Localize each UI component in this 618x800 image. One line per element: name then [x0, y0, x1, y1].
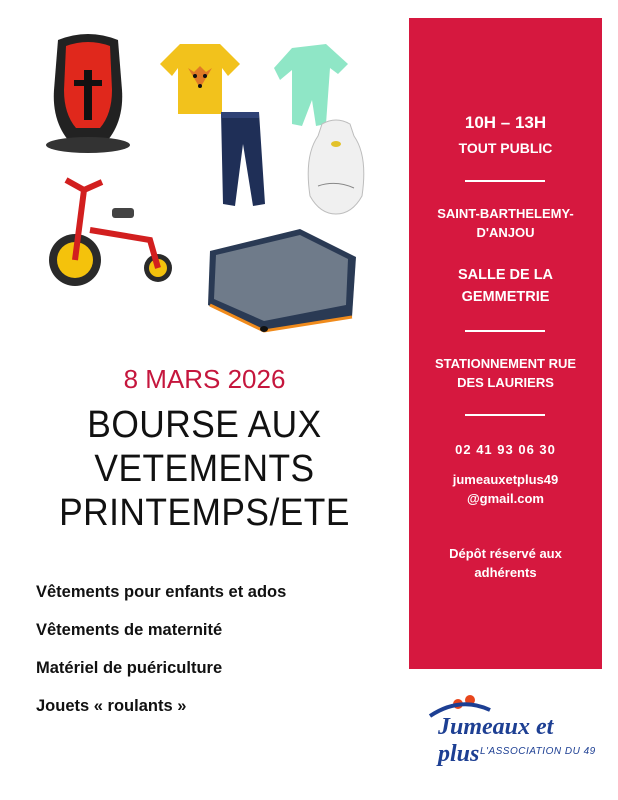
event-title-line: BOURSE AUX: [87, 404, 322, 446]
tricycle-icon: [40, 170, 180, 295]
travel-cot-icon: [200, 225, 362, 335]
town-line: D'ANJOU: [476, 225, 535, 240]
venue-line: GEMMETRIE: [461, 289, 550, 305]
association-logo: [420, 690, 600, 770]
divider: [465, 414, 545, 416]
list-item: Matériel de puériculture: [36, 659, 223, 677]
event-title-line: VETEMENTS: [94, 448, 315, 490]
event-venue: [421, 264, 590, 308]
parking-line: STATIONNEMENT RUE: [434, 356, 577, 371]
fox-sweater-icon: [158, 38, 242, 116]
email-line: jumeauxetplus49: [452, 472, 559, 487]
items-list: [36, 580, 286, 732]
event-title-line: PRINTEMPS/ETE: [59, 492, 350, 534]
list-item: Vêtements de maternité: [36, 621, 223, 639]
divider: [465, 180, 545, 182]
town-line: SAINT-BARTHELEMY-: [437, 206, 574, 221]
info-panel: [409, 18, 602, 669]
deposit-note: [421, 544, 590, 582]
logo-name: Jumeaux et plus: [438, 714, 554, 767]
parking-line: DES LAURIERS: [457, 375, 554, 390]
event-date: 8 MARS 2026: [123, 364, 286, 394]
contact-phone: 02 41 93 06 30: [455, 442, 556, 457]
list-item: Vêtements pour enfants et ados: [36, 583, 287, 601]
list-item: Jouets « roulants »: [36, 697, 187, 715]
email-line: @gmail.com: [467, 491, 544, 506]
event-parking: [421, 354, 590, 392]
jeans-icon: [215, 108, 275, 208]
note-line: Dépôt réservé aux: [449, 546, 562, 561]
event-hours: 10H – 13H: [464, 113, 547, 132]
event-town: [421, 204, 590, 242]
sleeping-bag-icon: [302, 116, 370, 216]
venue-line: SALLE DE LA: [457, 267, 554, 283]
car-seat-icon: [38, 30, 138, 155]
logo-subtitle: L'ASSOCIATION DU 49: [480, 746, 596, 757]
event-title: [14, 403, 394, 535]
note-line: adhérents: [474, 565, 537, 580]
contact-email: [421, 470, 590, 508]
divider: [465, 330, 545, 332]
event-audience: TOUT PUBLIC: [458, 140, 553, 156]
